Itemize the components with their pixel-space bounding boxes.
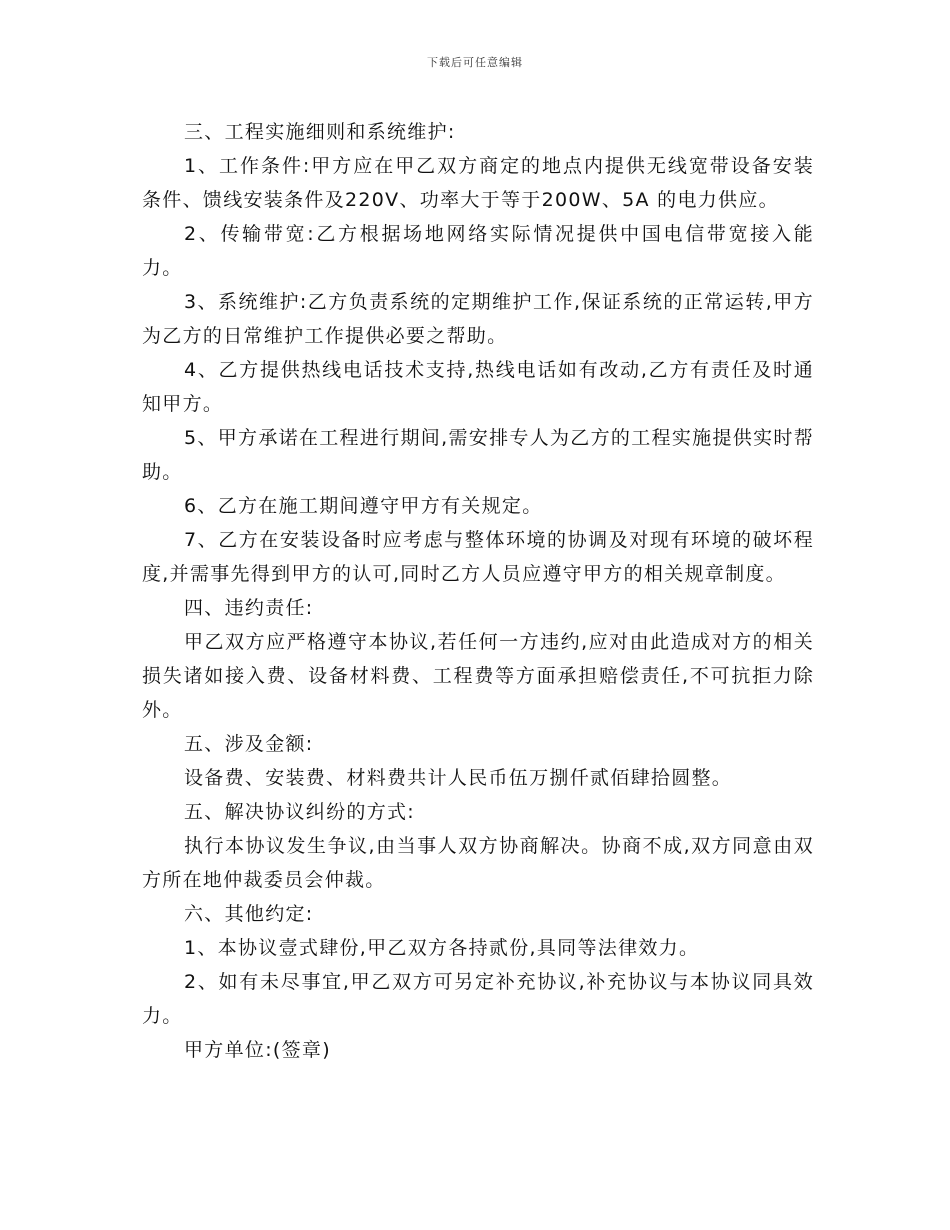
clause-dedicated-staff: 5、甲方承诺在工程进行期间,需安排专人为乙方的工程实施提供实时帮助。 [142,427,814,483]
section-heading-other: 六、其他约定: [184,903,314,925]
clause-copies: 1、本协议壹式肆份,甲乙双方各持贰份,具同等法律效力。 [184,937,700,959]
clause-bandwidth: 2、传输带宽:乙方根据场地网络实际情况提供中国电信带宽接入能力。 [142,223,814,279]
clause-environment: 7、乙方在安装设备时应考虑与整体环境的协调及对现有环境的破坏程度,并需事先得到甲方的认可,同时乙方人员应遵守甲方的相关规章制度。 [142,529,814,585]
section-heading-amount: 五、涉及金额: [184,733,314,755]
clause-hotline-support: 4、乙方提供热线电话技术支持,热线电话如有改动,乙方有责任及时通知甲方。 [142,359,814,415]
clause-system-maintenance: 3、系统维护:乙方负责系统的定期维护工作,保证系统的正常运转,甲方为乙方的日常维护工作提供必要之帮助。 [142,291,814,347]
clause-work-conditions: 1、工作条件:甲方应在甲乙双方商定的地点内提供无线宽带设备安装条件、馈线安装条件及220V、功率大于等于200W、5A 的电力供应。 [142,155,814,211]
signature-party-a: 甲方单位:(签章) [184,1039,331,1061]
clause-supplementary: 2、如有未尽事宜,甲乙双方可另定补充协议,补充协议与本协议同具效力。 [142,971,814,1027]
clause-construction-rules: 6、乙方在施工期间遵守甲方有关规定。 [184,495,543,517]
clause-amount: 设备费、安装费、材料费共计人民币伍万捌仟贰佰肆拾圆整。 [184,767,733,789]
clause-liability: 甲乙双方应严格遵守本协议,若任何一方违约,应对由此造成对方的相关损失诸如接入费、设备材料费、工程费等方面承担赔偿责任,不可抗拒力除外。 [142,631,814,721]
section-heading-implementation: 三、工程实施细则和系统维护: [184,121,456,143]
section-heading-liability: 四、违约责任: [184,597,314,619]
document-body [142,115,814,1067]
page-header-note: 下载后可任意编辑 [427,56,523,69]
clause-dispute: 执行本协议发生争议,由当事人双方协商解决。协商不成,双方同意由双方所在地仲裁委员会仲裁。 [142,835,814,891]
section-heading-dispute: 五、解决协议纠纷的方式: [184,801,416,823]
